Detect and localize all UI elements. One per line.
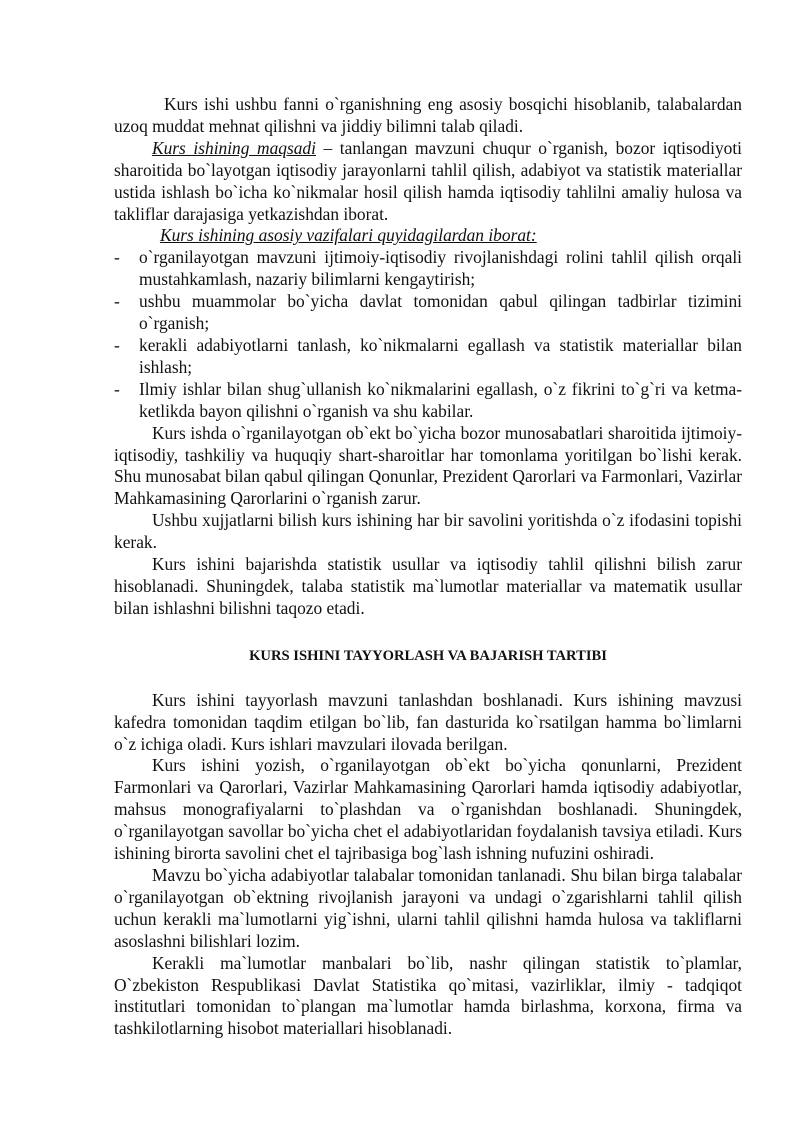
paragraph: Kerakli ma`lumotlar manbalari bo`lib, nashr qilingan statistik to`plamlar, O`zbekiston Respublikasi Davlat Statistika qo`mitasi, vazirliklar, ilmiy - tadqiqot institutlari tomonidan to`plangan ma`lumotlar hamda birlashma, korxona, firma va tashkilotlarning hisobot materiallari hisoblanadi. [114, 952, 742, 1039]
paragraph: Kurs ishini bajarishda statistik usullar va iqtisodiy tahlil qilishni bilish zarur hisoblanadi. Shuningdek, talaba statistik ma`lumotlar materiallar va matematik usullar bilan ishlashni bilishni taqozo etadi. [114, 554, 742, 618]
list-item: - kerakli adabiyotlarni tanlash, ko`nikmalarni egallash va statistik materiallar bilan ishlash; [114, 334, 742, 377]
tasks-title-text: Kurs ishining asosiy vazifalari quyidagilardan iborat: [160, 225, 537, 246]
goal-paragraph [114, 138, 742, 226]
section-heading: KURS ISHINI TAYYORLASH VA BAJARISH TARTIBI [249, 647, 607, 664]
list-item: - ushbu muammolar bo`yicha davlat tomonidan qabul qilingan tadbirlar tizimini o`rganish; [114, 291, 742, 334]
goal-text: – tanlangan mavzuni chuqur o`rganish, bozor iqtisodiyoti sharoitida bo`layotgan iqtisodiy jarayonlarni tahlil qilish, adabiyot va statistik materiallar ustida ishlash bo`icha ko`nikmalar hosil qilish hamda iqtisodiy tahlilni amaliy hulosa va takliflar darajasiga yetkazishdan iborat. [114, 137, 742, 224]
paragraph: Ushbu xujjatlarni bilish kurs ishining har bir savolini yoritishda o`z ifodasini topishi kerak. [114, 510, 742, 553]
list-item: - o`rganilayotgan mavzuni ijtimoiy-iqtisodiy rivojlanishdagi rolini tahlil qilish orqali mustahkamlash, nazariy bilimlarni kengaytirish; [114, 247, 742, 290]
paragraph: Kurs ishini tayyorlash mavzuni tanlashdan boshlanadi. Kurs ishining mavzusi kafedra tomonidan taqdim etilgan bo`lib, fan dasturida ko`rsatilgan hamma bo`limlarni o`z ichiga oladi. Kurs ishlari mavzulari ilovada berilgan. [114, 689, 742, 754]
intro-paragraph: Kurs ishi ushbu fanni o`rganishning eng asosiy bosqichi hisoblanib, talabalardan uzoq muddat mehnat qilishni va jiddiy bilimni talab qiladi. [114, 94, 742, 136]
tasks-list [114, 247, 742, 422]
paragraph: Mavzu bo`yicha adabiyotlar talabalar tomonidan tanlanadi. Shu bilan birga talabalar o`rganilayotgan ob`ektning rivojlanish jarayoni va undagi o`zgarishlarni tahlil qilish uchun kerakli ma`lumotlarni yig`ishni, ularni tahlil qilishni hamda hulosa va takliflarni asoslashni bilishlari lozim. [114, 865, 742, 951]
list-item: - Ilmiy ishlar bilan shug`ullanish ko`nikmalarini egallash, o`z fikrini to`g`ri va ketma-ketlikda bayon qilishni o`rganish va shu kabilar. [114, 378, 742, 421]
goal-lead: Kurs ishining maqsadi [152, 137, 316, 158]
paragraph: Kurs ishda o`rganilayotgan ob`ekt bo`yicha bozor munosabatlari sharoitida ijtimoiy-iqtisodiy, tashkiliy va huquqiy shart-sharoitlar har tomonlama yoritilgan bo`lishi kerak. Shu munosabat bilan qabul qilingan Qonunlar, Prezident Qarorlari va Farmonlari, Vazirlar Mahkamasining Qarorlarini o`rganish zarur. [114, 422, 742, 509]
paragraph: Kurs ishini yozish, o`rganilayotgan ob`ekt bo`yicha qonunlarni, Prezident Farmonlari va Qarorlari, Vazirlar Mahkamasining Qarorlari hamda iqtisodiy adabiyotlar, mahsus monografiyalarni to`plashdan va o`rganishdan boshlanadi. Shuningdek, o`rganilayotgan savollar bo`yicha chet el adabiyotlaridan foydalanish tavsiya etiladi. Kurs ishining birorta savolini chet el tajribasiga bog`lash ishning nufuzini oshiradi. [114, 755, 742, 864]
tasks-title [114, 225, 742, 247]
